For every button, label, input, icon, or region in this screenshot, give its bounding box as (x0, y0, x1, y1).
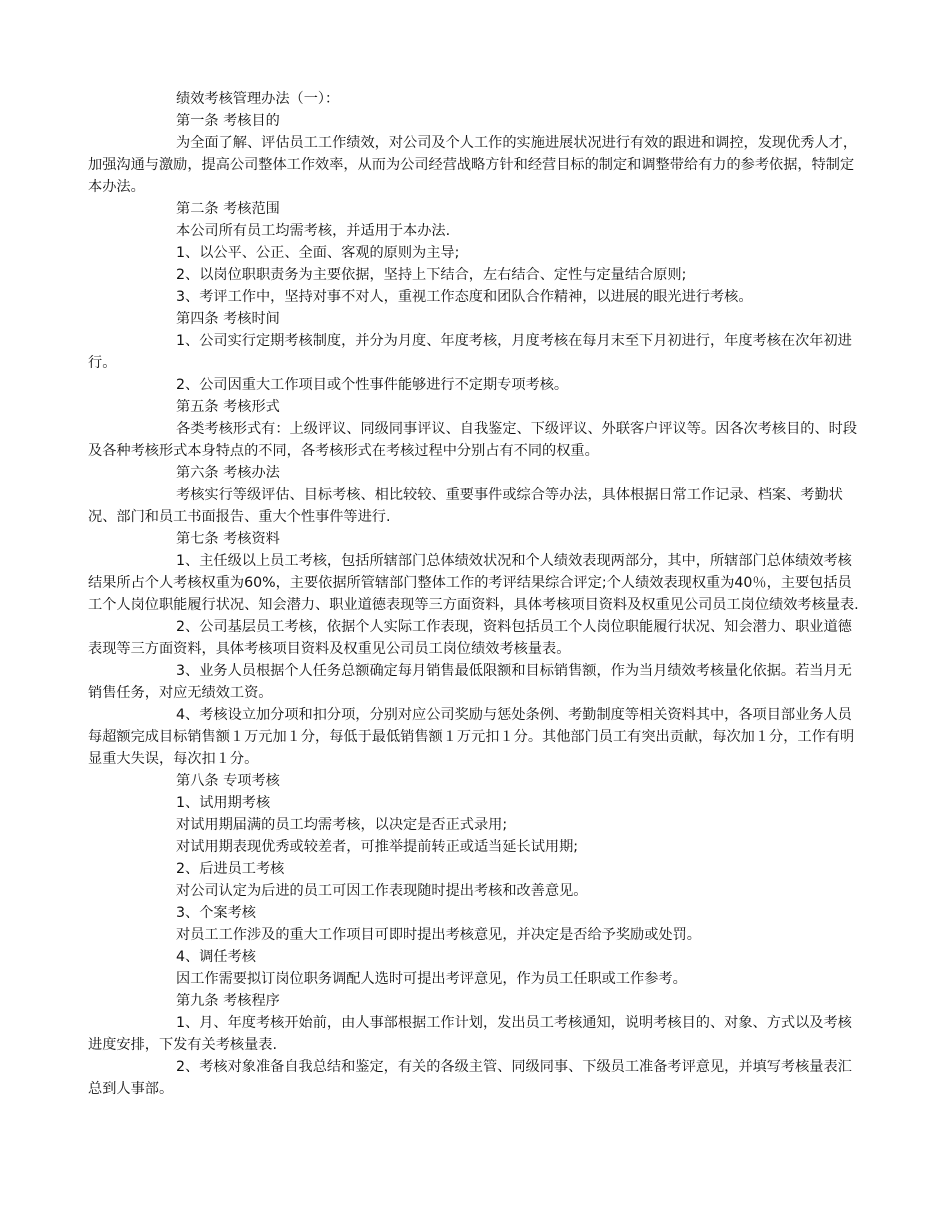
paragraph: 考核实行等级评估、目标考核、相比较较、重要事件或综合等办法，具体根据日常工作记录、档案、考勤状况、部门和员工书面报告、重大个性事件等进行. (88, 487, 843, 525)
subsection-heading: 4、调任考核 (176, 949, 256, 965)
paragraph: 1、以公平、公正、全面、客观的原则为主导; (176, 245, 460, 261)
paragraph: 2、考核对象准备自我总结和鉴定，有关的各级主管、同级同事、下级员工准备考评意见，并填写考核量表汇总到人事部。 (88, 1059, 852, 1097)
paragraph: 对员工工作涉及的重大工作项目可即时提出考核意见，并决定是否给予奖励或处罚。 (176, 927, 701, 943)
paragraph: 因工作需要拟订岗位职务调配人选时可提出考评意见，作为员工任职或工作参考。 (176, 971, 687, 987)
paragraph: 对试用期届满的员工均需考核，以决定是否正式录用; (176, 817, 508, 833)
subsection-heading: 1、试用期考核 (176, 795, 271, 811)
subsection-heading: 2、后进员工考核 (176, 861, 285, 877)
paragraph: 各类考核形式有：上级评议、同级同事评议、自我鉴定、下级评议、外联客户评议等。因各次考核目的、时段及各种考核形式本身特点的不同，各考核形式在考核过程中分别占有不同的权重。 (88, 421, 858, 459)
paragraph: 1、主任级以上员工考核，包括所辖部门总体绩效状况和个人绩效表现两部分，其中，所辖部门总体绩效考核结果所占个人考核权重为60%，主要依据所管辖部门整体工作的考评结果综合评定;个人绩效表现权重为40％，主要包括员工个人岗位职能履行状况、知会潜力、职业道德表现等三方面资料，具体考核项目资料及权重见公司员工岗位绩效考核量表. (88, 553, 859, 613)
subsection-heading: 3、个案考核 (176, 905, 256, 921)
article-heading: 第五条 考核形式 (176, 399, 280, 415)
paragraph: 对试用期表现优秀或较差者，可推举提前转正或适当延长试用期; (176, 839, 579, 855)
article-heading: 第一条 考核目的 (176, 113, 280, 129)
article-heading: 第四条 考核时间 (176, 311, 280, 327)
article-heading: 第二条 考核范围 (176, 201, 280, 217)
paragraph: 3、业务人员根据个人任务总额确定每月销售最低限额和目标销售额，作为当月绩效考核量化依据。若当月无销售任务，对应无绩效工资。 (88, 663, 852, 701)
article-heading: 第七条 考核资料 (176, 531, 280, 547)
paragraph: 本公司所有员工均需考核，并适用于本办法. (176, 223, 451, 239)
document-body (88, 88, 864, 1100)
paragraph: 2、公司因重大工作项目或个性事件能够进行不定期专项考核。 (176, 377, 569, 393)
paragraph: 4、考核设立加分项和扣分项，分别对应公司奖励与惩处条例、考勤制度等相关资料其中，各项目部业务人员每超额完成目标销售额１万元加１分，每低于最低销售额１万元扣１分。其他部门员工有突出贡献，每次加１分，工作有明显重大失误，每次扣１分。 (88, 707, 855, 767)
article-heading: 第九条 考核程序 (176, 993, 280, 1009)
paragraph: 1、月、年度考核开始前，由人事部根据工作计划，发出员工考核通知，说明考核目的、对象、方式以及考核进度安排，下发有关考核量表. (88, 1015, 852, 1053)
article-heading: 第六条 考核办法 (176, 465, 280, 481)
document-title: 绩效考核管理办法（一）： (176, 91, 340, 107)
paragraph: 1、公司实行定期考核制度，并分为月度、年度考核，月度考核在每月末至下月初进行，年度考核在次年初进行。 (88, 333, 852, 371)
article-heading: 第八条 专项考核 (176, 773, 280, 789)
paragraph: 2、公司基层员工考核，依据个人实际工作表现，资料包括员工个人岗位职能履行状况、知会潜力、职业道德表现等三方面资料，具体考核项目资料及权重见公司员工岗位绩效考核量表。 (88, 619, 852, 657)
paragraph: 2、以岗位职职责务为主要依据，坚持上下结合，左右结合、定性与定量结合原则; (176, 267, 687, 283)
paragraph: 为全面了解、评估员工工作绩效，对公司及个人工作的实施进展状况进行有效的跟进和调控，发现优秀人才，加强沟通与激励，提高公司整体工作效率，从而为公司经营战略方针和经营目标的制定和调整带给有力的参考依据，特制定本办法。 (88, 135, 858, 195)
paragraph: 对公司认定为后进的员工可因工作表现随时提出考核和改善意见。 (176, 883, 588, 899)
paragraph: 3、考评工作中，坚持对事不对人，重视工作态度和团队合作精神，以进展的眼光进行考核。 (176, 289, 753, 305)
